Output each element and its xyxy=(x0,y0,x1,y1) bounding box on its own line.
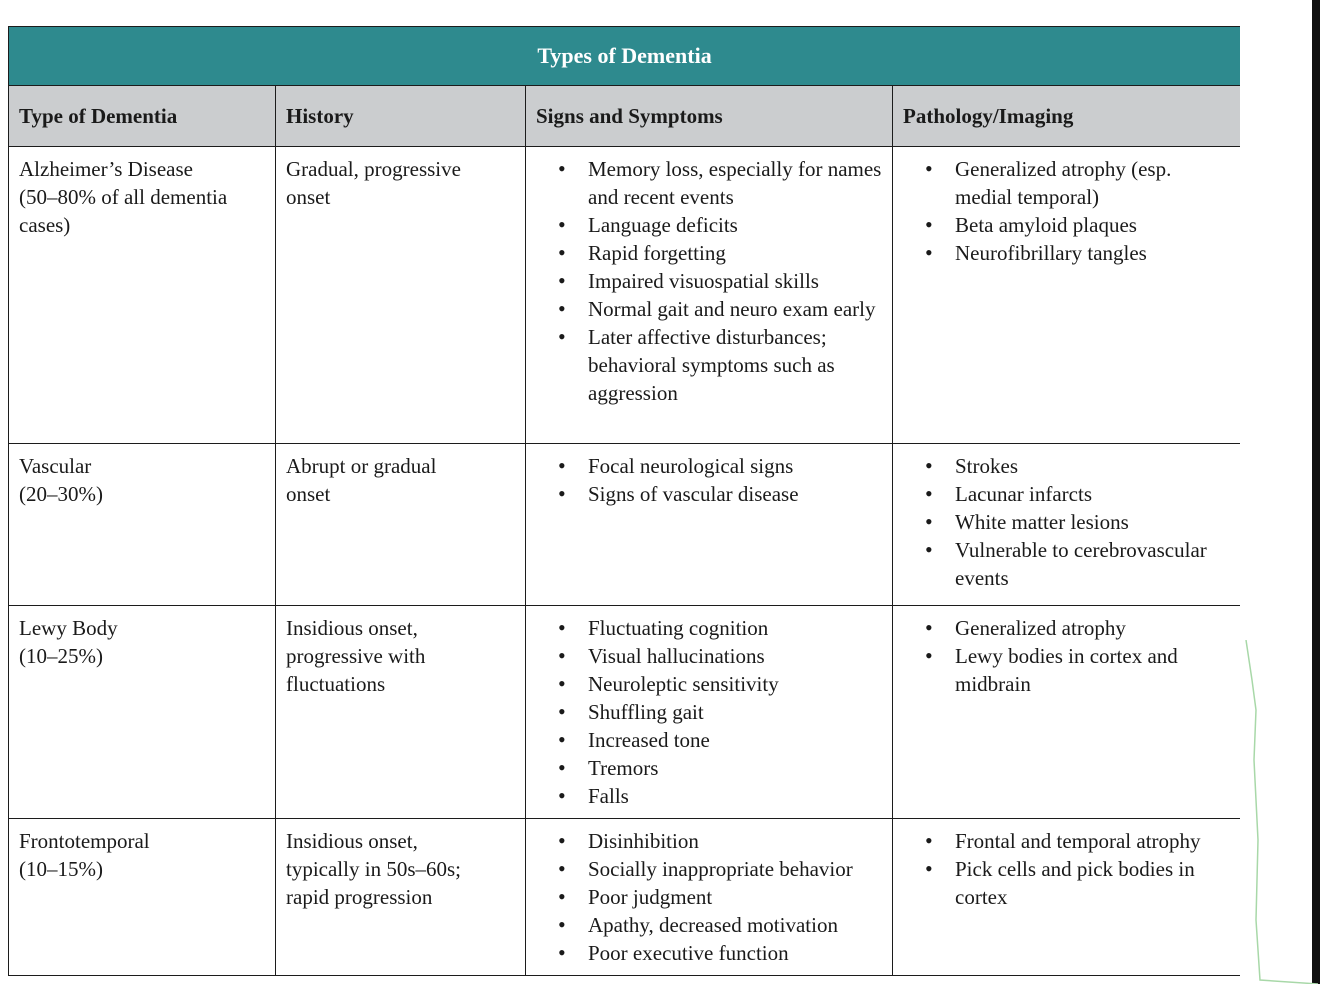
list-item: • Generalized atrophy xyxy=(955,614,1230,642)
list-item: • Visual hallucinations xyxy=(588,642,882,670)
list-item: • Falls xyxy=(588,782,882,810)
list-item: • Generalized atrophy (esp. medial temporal) xyxy=(955,155,1230,211)
table-row xyxy=(9,147,1241,444)
history-text: Abrupt or gradual onset xyxy=(286,454,437,506)
list-item: • Tremors xyxy=(588,754,882,782)
dementia-table xyxy=(8,26,1240,976)
list-item: • Impaired visuospatial skills xyxy=(588,267,882,295)
list-item: • Focal neurological signs xyxy=(588,452,882,480)
list-item: • Socially inappropriate behavior xyxy=(588,855,882,883)
pathology-list xyxy=(903,155,1230,267)
cell-history xyxy=(276,444,526,606)
pathology-list xyxy=(903,614,1230,698)
cell-signs xyxy=(526,444,893,606)
cell-pathology xyxy=(893,147,1241,444)
cell-type xyxy=(9,147,276,444)
table-title: Types of Dementia xyxy=(9,27,1241,86)
history-text: Insidious onset, progressive with fluctuations xyxy=(286,616,426,696)
cell-history xyxy=(276,819,526,976)
list-item: • Beta amyloid plaques xyxy=(955,211,1230,239)
list-item: • Language deficits xyxy=(588,211,882,239)
cell-type xyxy=(9,819,276,976)
header-pathology: Pathology/Imaging xyxy=(893,86,1241,147)
list-item: • Lewy bodies in cortex and midbrain xyxy=(955,642,1230,698)
type-text: Lewy Body (10–25%) xyxy=(19,616,118,668)
pathology-list xyxy=(903,827,1230,911)
list-item: • Shuffling gait xyxy=(588,698,882,726)
type-text: Frontotemporal (10–15%) xyxy=(19,829,150,881)
cell-pathology xyxy=(893,606,1241,819)
list-item: • Lacunar infarcts xyxy=(955,480,1230,508)
signs-list xyxy=(536,155,882,407)
table-row xyxy=(9,444,1241,606)
header-history: History xyxy=(276,86,526,147)
signs-list xyxy=(536,614,882,810)
list-item: • Signs of vascular disease xyxy=(588,480,882,508)
list-item: • Disinhibition xyxy=(588,827,882,855)
list-item: • Neuroleptic sensitivity xyxy=(588,670,882,698)
cell-type xyxy=(9,606,276,819)
type-text: Vascular (20–30%) xyxy=(19,454,103,506)
list-item: • Vulnerable to cerebrovascular events xyxy=(955,536,1230,592)
list-item: • Strokes xyxy=(955,452,1230,480)
header-type: Type of Dementia xyxy=(9,86,276,147)
signs-list xyxy=(536,452,882,508)
cell-type xyxy=(9,444,276,606)
scan-artifact-line xyxy=(1238,640,1318,984)
list-item: • Normal gait and neuro exam early xyxy=(588,295,882,323)
list-item: • Memory loss, especially for names and recent events xyxy=(588,155,882,211)
signs-list xyxy=(536,827,882,967)
cell-signs xyxy=(526,147,893,444)
cell-signs xyxy=(526,819,893,976)
table-row xyxy=(9,819,1241,976)
list-item: • Poor judgment xyxy=(588,883,882,911)
list-item: • Poor executive function xyxy=(588,939,882,967)
list-item: • Later affective disturbances; behavioral symptoms such as aggression xyxy=(588,323,882,407)
list-item: • Increased tone xyxy=(588,726,882,754)
list-item: • Frontal and temporal atrophy xyxy=(955,827,1230,855)
type-text: Alzheimer’s Disease (50–80% of all dementia cases) xyxy=(19,157,228,237)
list-item: • Neurofibrillary tangles xyxy=(955,239,1230,267)
cell-history xyxy=(276,606,526,819)
pathology-list xyxy=(903,452,1230,592)
list-item: • Rapid forgetting xyxy=(588,239,882,267)
header-signs: Signs and Symptoms xyxy=(526,86,893,147)
table-row xyxy=(9,606,1241,819)
list-item: • Pick cells and pick bodies in cortex xyxy=(955,855,1230,911)
cell-signs xyxy=(526,606,893,819)
history-text: Gradual, progressive onset xyxy=(286,157,461,209)
cell-pathology xyxy=(893,444,1241,606)
list-item: • White matter lesions xyxy=(955,508,1230,536)
list-item: • Fluctuating cognition xyxy=(588,614,882,642)
cell-history xyxy=(276,147,526,444)
dementia-table-container xyxy=(8,26,1240,984)
list-item: • Apathy, decreased motivation xyxy=(588,911,882,939)
history-text: Insidious onset, typically in 50s–60s; rapid progression xyxy=(286,829,461,909)
cell-pathology xyxy=(893,819,1241,976)
